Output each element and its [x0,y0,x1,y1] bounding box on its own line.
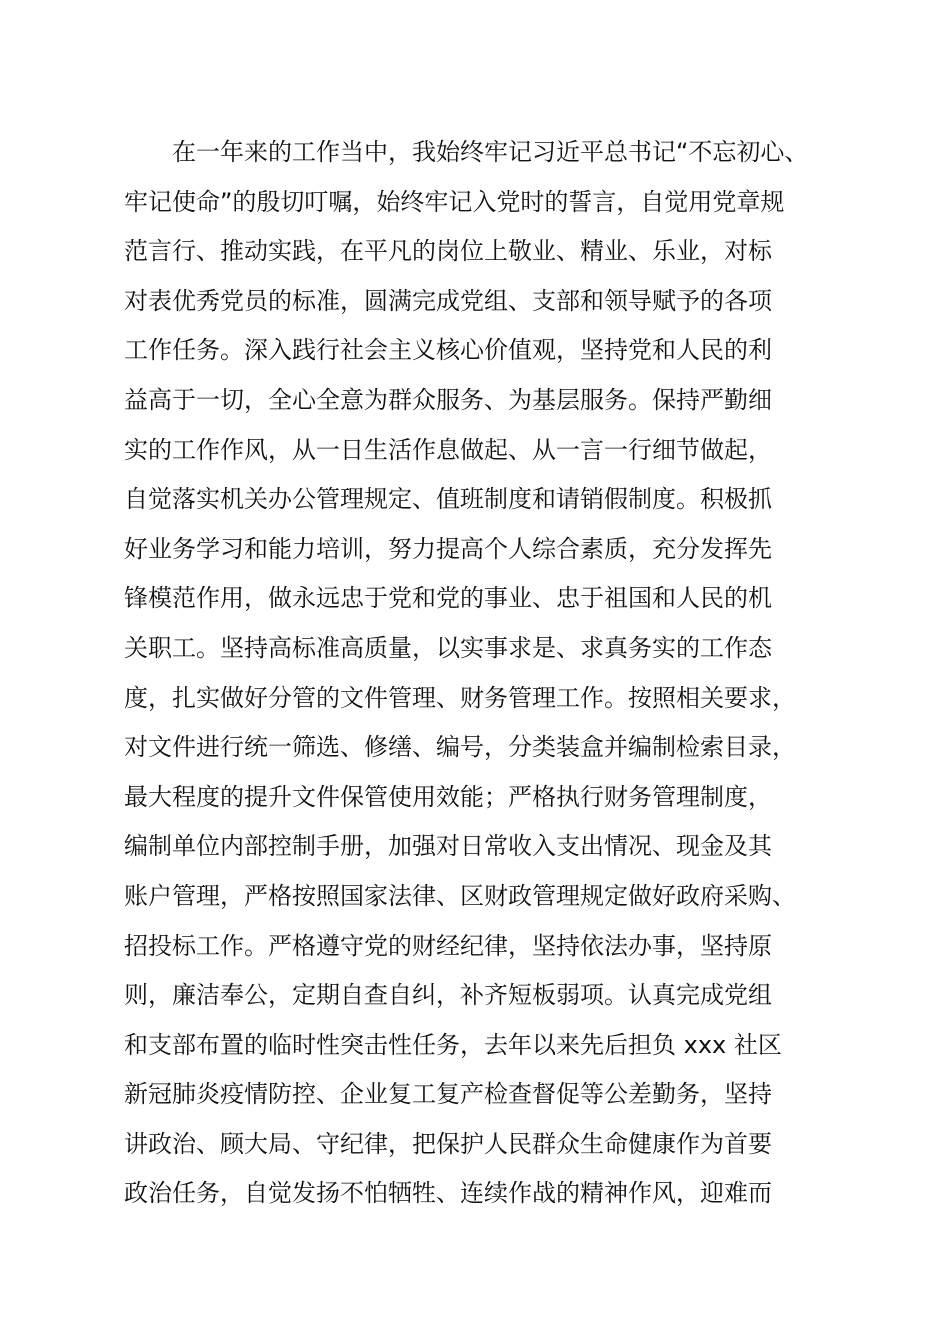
paragraph-line: 对文件进行统一筛选、修缮、编号，分类装盒并编制检索目录， [124,733,796,762]
paragraph-line: 度，扎实做好分管的文件管理、财务管理工作。按照相关要求， [124,683,796,712]
paragraph-line: 对表优秀党员的标准，圆满完成党组、支部和领导赋予的各项 [124,286,772,315]
paragraph-line: 牢记使命”的殷切叮嘱，始终牢记入党时的誓言，自觉用党章规 [124,187,785,216]
paragraph-line: 范言行、推动实践，在平凡的岗位上敬业、精业、乐业，对标 [124,237,772,266]
paragraph-line: 锋模范作用，做永远忠于党和党的事业、忠于祖国和人民的机 [124,584,772,613]
paragraph-line: 工作任务。深入践行社会主义核心价值观，坚持党和人民的利 [124,336,772,365]
paragraph-line: 编制单位内部控制手册，加强对日常收入支出情况、现金及其 [124,832,772,861]
paragraph-line: 招投标工作。严格遵守党的财经纪律，坚持依法办事，坚持原 [124,931,772,960]
paragraph-line: 账户管理，严格按照国家法律、区财政管理规定做好政府采购、 [124,881,796,910]
body-paragraph [124,128,864,1219]
paragraph-line: 新冠肺炎疫情防控、企业复工复产检查督促等公差勤务，坚持 [124,1080,772,1109]
paragraph-line: 政治任务，自觉发扬不怕牺牲、连续作战的精神作风，迎难而 [124,1179,772,1208]
paragraph-line: 好业务学习和能力培训，努力提高个人综合素质，充分发挥先 [124,534,772,563]
paragraph-line: 实的工作作风，从一日生活作息做起、从一言一行细节做起， [124,435,772,464]
paragraph-line: 关职工。坚持高标准高质量，以实事求是、求真务实的工作态 [124,633,772,662]
paragraph-line: 自觉落实机关办公管理规定、值班制度和请销假制度。积极抓 [124,485,772,514]
paragraph-line: 最大程度的提升文件保管使用效能；严格执行财务管理制度， [124,782,772,811]
paragraph-line: 益高于一切，全心全意为群众服务、为基层服务。保持严勤细 [124,385,772,414]
paragraph-line: 在一年来的工作当中，我始终牢记习近平总书记“不忘初心、 [124,138,809,166]
paragraph-line: 则，廉洁奉公，定期自查自纠，补齐短板弱项。认真完成党组 [124,981,772,1010]
paragraph-line: 讲政治、顾大局、守纪律，把保护人民群众生命健康作为首要 [124,1129,772,1158]
paragraph-line: 和支部布置的临时性突击性任务，去年以来先后担负 xxx 社区 [124,1030,782,1059]
